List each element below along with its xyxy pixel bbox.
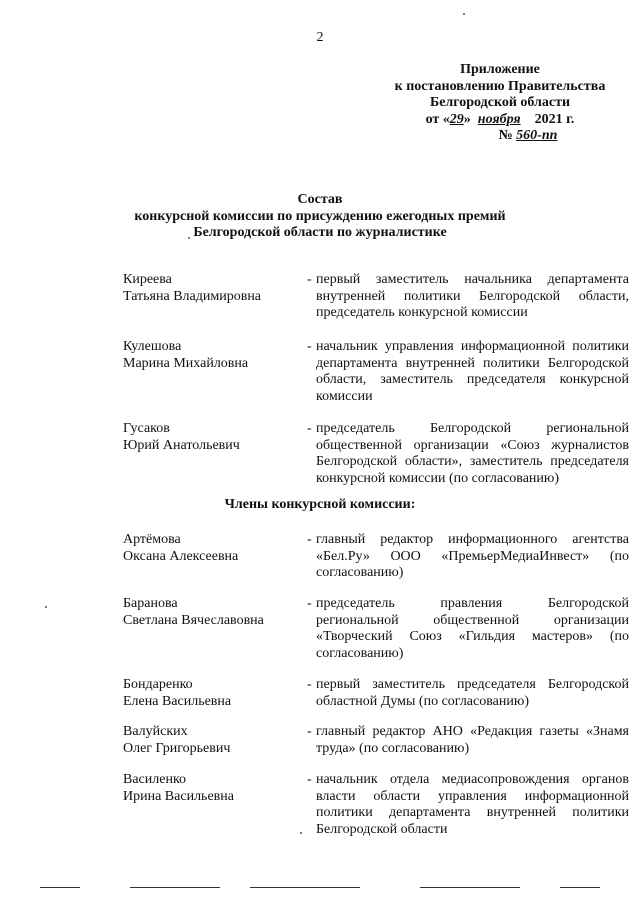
annex-date-day: 29 [449, 111, 464, 127]
member-given-name: Марина Михайловна [123, 355, 249, 371]
annex-number [390, 128, 610, 145]
scan-speck [463, 13, 465, 15]
scan-speck [300, 832, 302, 834]
member-role: главный редактор АНО «Редакция газеты «Знамя труда» (по согласованию) [316, 724, 629, 756]
member-surname: Баранова [123, 596, 178, 611]
member-name [123, 724, 303, 757]
dash-separator: - [307, 532, 312, 547]
member-surname: Василенко [123, 772, 187, 787]
member-role: первый заместитель председателя Белгородской областной Думы (по согласованию) [316, 677, 629, 709]
member-surname: Артёмова [123, 532, 181, 547]
dash-separator: - [307, 772, 312, 787]
scan-artifact-line [560, 887, 600, 888]
annex-title: Приложение [460, 62, 540, 77]
title-line-1: Состав [297, 192, 343, 207]
dash-separator: - [307, 339, 312, 354]
members-heading: Члены конкурсной комиссии: [224, 497, 416, 512]
dash-separator: - [307, 596, 312, 611]
member-name [123, 677, 303, 710]
dash-separator: - [307, 421, 312, 436]
scan-artifact-line [130, 887, 220, 888]
annex-resolution: к постановлению Правительства [394, 78, 606, 94]
title-line-2: конкурсной комиссии по присуждению ежегодных премий [134, 208, 506, 224]
scan-artifact-line [420, 887, 520, 888]
annex-date-mid: » [463, 111, 471, 127]
annex-region: Белгородской области [429, 95, 571, 110]
member-given-name: Ирина Васильевна [123, 788, 234, 804]
annex-date-month: ноября [477, 111, 521, 127]
annex-block [390, 62, 610, 145]
member-surname: Бондаренко [123, 677, 193, 692]
annex-date-prefix: от « [425, 111, 450, 127]
document-title [0, 192, 640, 242]
member-given-name: Олег Григорьевич [123, 740, 231, 756]
dash-separator: - [307, 272, 312, 287]
member-name [123, 596, 303, 629]
member-surname: Валуйских [123, 724, 188, 739]
dash-separator: - [307, 677, 312, 692]
page-number: 2 [316, 30, 324, 45]
member-given-name: Юрий Анатольевич [123, 437, 240, 453]
dash-separator: - [307, 724, 312, 739]
member-surname: Киреева [123, 272, 172, 287]
scan-speck [45, 606, 47, 608]
member-given-name: Татьяна Владимировна [123, 288, 262, 304]
member-given-name: Светлана Вячеславовна [123, 612, 264, 628]
annex-number-prefix: № [498, 128, 513, 143]
scan-speck [188, 237, 190, 239]
member-given-name: Елена Васильевна [123, 693, 232, 709]
annex-date-year: 2021 г. [534, 111, 575, 127]
scan-artifact-line [250, 887, 360, 888]
title-line-3: Белгородской области по журналистике [193, 225, 447, 240]
member-surname: Кулешова [123, 339, 182, 354]
member-surname: Гусаков [123, 421, 170, 436]
member-name [123, 532, 303, 565]
member-given-name: Оксана Алексеевна [123, 548, 239, 564]
annex-number-value: 560-пп [516, 128, 558, 143]
member-role: председатель правления Белгородской региональной общественной организации «Творческий Союз «Гильдия мастеров» (по согласованию) [316, 596, 629, 661]
member-name [123, 339, 303, 372]
member-name [123, 772, 303, 805]
member-role: начальник отдела медиасопровождения органов власти области управления информационной политики департамента внутренней политики Белгородской области [316, 772, 629, 837]
member-role: председатель Белгородской региональной общественной организации «Союз журналистов Белгородской области», заместитель председателя конкурсной комиссии (по согласованию) [316, 421, 629, 486]
member-role: начальник управления информационной политики департамента внутренней политики Белгородской области, заместитель председателя конкурсной комиссии [316, 339, 629, 404]
member-role: главный редактор информационного агентства «Бел.Ру» ООО «ПремьерМедиаИнвест» (по согласованию) [316, 532, 629, 580]
member-name [123, 421, 303, 454]
member-role: первый заместитель начальника департамента внутренней политики Белгородской области, председатель конкурсной комиссии [316, 272, 629, 320]
member-name [123, 272, 303, 305]
scan-artifact-line [40, 887, 80, 888]
annex-date [390, 112, 610, 129]
